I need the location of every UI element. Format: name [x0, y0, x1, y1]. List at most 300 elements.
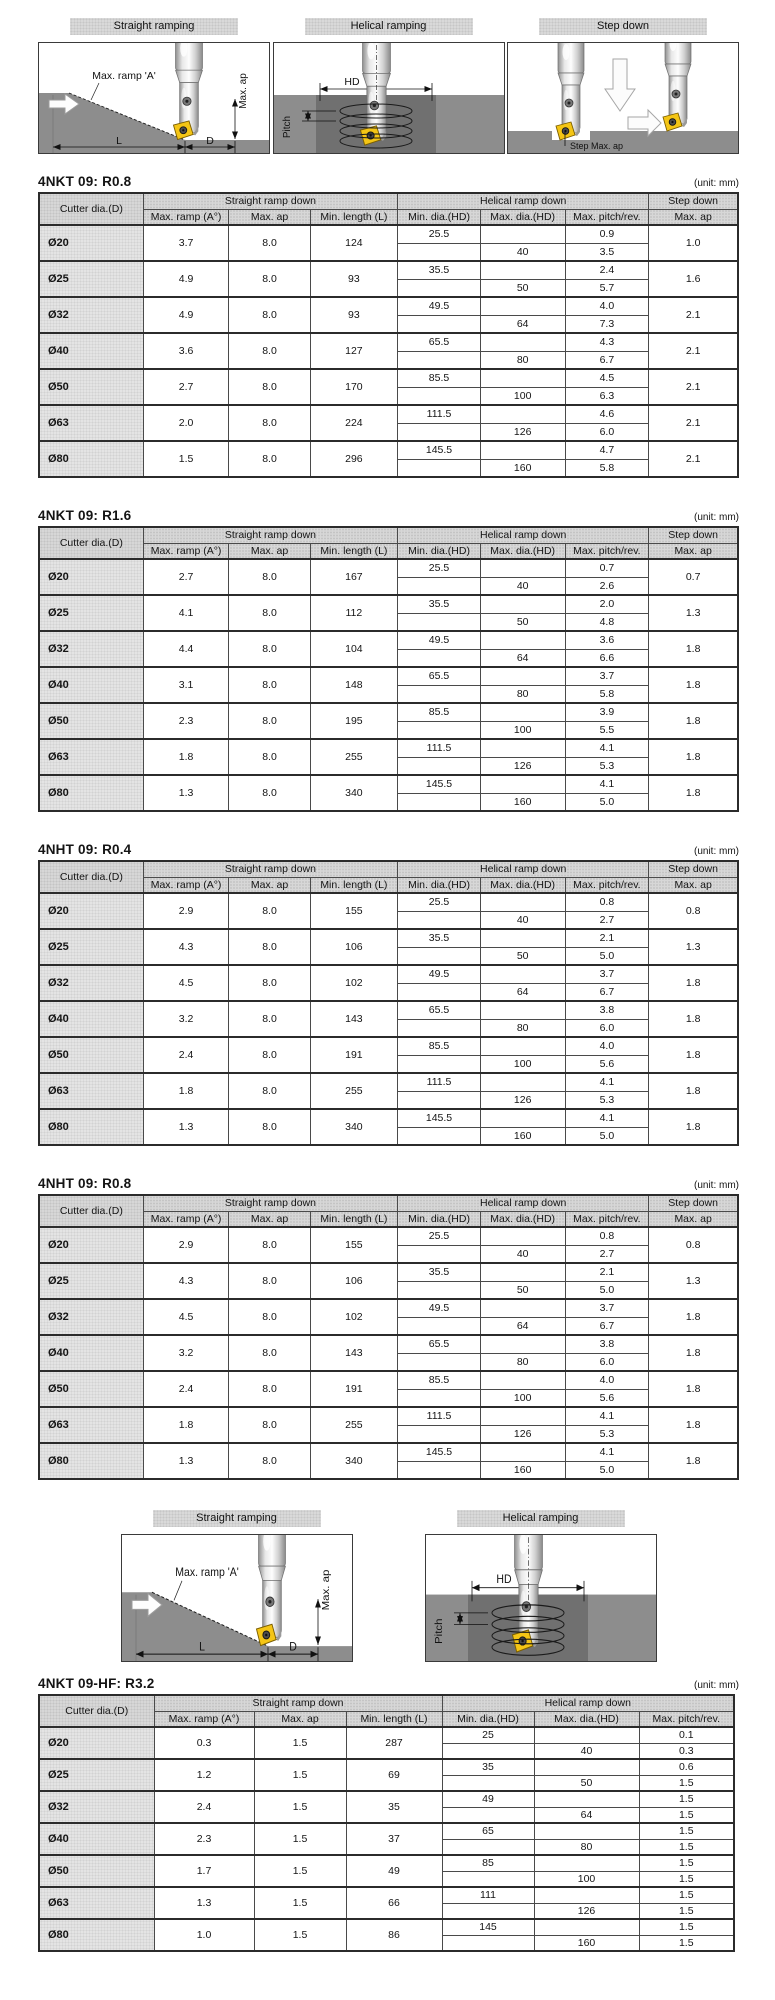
- helical-ramping-diagram: [274, 43, 504, 153]
- col-group-helical-ramp: Helical ramp down: [398, 861, 649, 877]
- cell-max-dia: 80: [480, 685, 565, 703]
- cell-max-ramp: 4.3: [143, 1263, 229, 1299]
- cell-min-length: 35: [346, 1791, 442, 1823]
- hole-diameter-label: HD: [343, 76, 360, 88]
- cell-pitch-at-min: 3.7: [565, 1299, 649, 1317]
- col-group-helical-ramp: Helical ramp down: [398, 193, 649, 209]
- col-group-step-down: Step down: [649, 861, 738, 877]
- cell-pitch-at-max: 5.0: [565, 1281, 649, 1299]
- table-row: [39, 1371, 738, 1389]
- cell-max-ramp: 3.6: [143, 333, 229, 369]
- cell-max-dia-blank: [480, 441, 565, 459]
- cell-pitch-at-min: 1.5: [639, 1791, 734, 1807]
- cell-min-length: 191: [310, 1371, 398, 1407]
- table-row: [39, 1109, 738, 1127]
- cell-min-length: 106: [310, 929, 398, 965]
- col-header-max-ap: Max. ap: [229, 1211, 310, 1227]
- table-row: [39, 369, 738, 387]
- cell-max-dia: 160: [534, 1935, 639, 1951]
- cell-min-dia: 35.5: [398, 595, 481, 613]
- table-title: 4NHT 09: R0.8: [38, 1176, 132, 1191]
- cell-max-ramp: 1.8: [143, 739, 229, 775]
- cell-max-ap: 8.0: [229, 1263, 310, 1299]
- cell-max-dia: 126: [480, 757, 565, 775]
- cell-pitch-at-min: 1.5: [639, 1919, 734, 1935]
- col-group-step-down: Step down: [649, 527, 738, 543]
- cell-cutter-dia: Ø63: [39, 405, 143, 441]
- cell-min-length: 167: [310, 559, 398, 595]
- cell-max-ap: 8.0: [229, 1073, 310, 1109]
- cell-max-dia: 126: [480, 1091, 565, 1109]
- cell-pitch-at-min: 4.3: [565, 333, 649, 351]
- cell-min-length: 224: [310, 405, 398, 441]
- table-row: [39, 1759, 734, 1775]
- cell-min-dia: 85.5: [398, 369, 481, 387]
- unit-label: (unit: mm): [694, 178, 739, 189]
- cell-max-dia: 126: [480, 423, 565, 441]
- cell-max-dia: 40: [480, 577, 565, 595]
- straight-ramping-diagram: [39, 43, 269, 153]
- cell-step-max-ap: 1.8: [649, 965, 738, 1001]
- cell-min-dia-blank: [442, 1743, 534, 1759]
- cell-min-dia: 35.5: [398, 1263, 481, 1281]
- col-header-cutter-dia: Cutter dia.(D): [39, 193, 143, 225]
- cell-min-length: 112: [310, 595, 398, 631]
- cell-cutter-dia: Ø40: [39, 1335, 143, 1371]
- cell-step-max-ap: 1.8: [649, 1001, 738, 1037]
- col-header-step-max-ap: Max. ap: [649, 1211, 738, 1227]
- cell-min-dia: 145.5: [398, 1443, 481, 1461]
- cell-pitch-at-max: 1.5: [639, 1903, 734, 1919]
- cell-pitch-at-max: 6.7: [565, 983, 649, 1001]
- cutter-dia-label: D: [288, 1641, 297, 1654]
- cell-pitch-at-max: 1.5: [639, 1775, 734, 1791]
- cell-cutter-dia: Ø80: [39, 441, 143, 477]
- cell-max-ap: 8.0: [229, 559, 310, 595]
- cell-min-dia: 49.5: [398, 965, 481, 983]
- max-ramp-angle-label: Max. ramp 'A': [174, 1566, 239, 1580]
- cell-min-dia: 25.5: [398, 1227, 481, 1245]
- cell-pitch-at-min: 4.1: [565, 775, 649, 793]
- col-header-max-ramp: Max. ramp (A°): [143, 877, 229, 893]
- cell-min-dia: 85.5: [398, 703, 481, 721]
- cell-min-length: 340: [310, 775, 398, 811]
- table-title: 4NHT 09: R0.4: [38, 842, 132, 857]
- cell-max-dia-blank: [480, 1443, 565, 1461]
- col-header-min-length: Min. length (L): [346, 1711, 442, 1727]
- cell-pitch-at-max: 5.6: [565, 1055, 649, 1073]
- cell-min-dia: 145.5: [398, 1109, 481, 1127]
- cell-cutter-dia: Ø80: [39, 1443, 143, 1479]
- ramp-length-label: L: [116, 135, 122, 147]
- step-down-diagram: [508, 43, 738, 153]
- cell-min-dia-blank: [398, 983, 481, 1001]
- table-caption: [38, 1176, 739, 1191]
- cell-min-dia: 49.5: [398, 297, 481, 315]
- cell-max-dia-blank: [480, 1263, 565, 1281]
- cell-max-ap: 8.0: [229, 1001, 310, 1037]
- cell-max-dia: 100: [534, 1871, 639, 1887]
- cell-max-dia: 100: [480, 1055, 565, 1073]
- table-caption: [38, 174, 739, 189]
- cell-max-ramp: 4.9: [143, 297, 229, 333]
- cell-min-length: 195: [310, 703, 398, 739]
- cell-pitch-at-min: 2.0: [565, 595, 649, 613]
- cell-step-max-ap: 2.1: [649, 297, 738, 333]
- cell-cutter-dia: Ø20: [39, 1727, 154, 1759]
- cell-min-dia: 111: [442, 1887, 534, 1903]
- cell-min-length: 340: [310, 1443, 398, 1479]
- cell-min-dia-blank: [398, 1317, 481, 1335]
- step-down-figure: [507, 18, 739, 154]
- cell-max-ramp: 4.4: [143, 631, 229, 667]
- cell-max-ramp: 2.7: [143, 369, 229, 405]
- cell-max-ap: 8.0: [229, 1299, 310, 1335]
- cell-max-dia: 126: [534, 1903, 639, 1919]
- cell-step-max-ap: 1.8: [649, 1371, 738, 1407]
- cell-max-ramp: 1.8: [143, 1407, 229, 1443]
- cell-max-dia-blank: [480, 739, 565, 757]
- cell-pitch-at-min: 0.1: [639, 1727, 734, 1743]
- col-group-straight-ramp: Straight ramp down: [143, 527, 398, 543]
- cell-max-ap: 8.0: [229, 1227, 310, 1263]
- cell-cutter-dia: Ø20: [39, 1227, 143, 1263]
- cell-min-dia: 65: [442, 1823, 534, 1839]
- cell-min-length: 93: [310, 261, 398, 297]
- col-header-max-pitch: Max. pitch/rev.: [639, 1711, 734, 1727]
- ramping-data-table: [38, 860, 739, 1146]
- cell-cutter-dia: Ø63: [39, 739, 143, 775]
- cell-min-length: 340: [310, 1109, 398, 1145]
- table-row: [39, 1299, 738, 1317]
- cell-step-max-ap: 2.1: [649, 441, 738, 477]
- cell-min-dia-blank: [398, 1353, 481, 1371]
- cell-pitch-at-min: 4.1: [565, 1109, 649, 1127]
- cell-cutter-dia: Ø63: [39, 1407, 143, 1443]
- cell-cutter-dia: Ø80: [39, 1919, 154, 1951]
- cell-cutter-dia: Ø25: [39, 595, 143, 631]
- ramping-data-table: [38, 192, 739, 478]
- cell-min-dia-blank: [442, 1775, 534, 1791]
- col-header-max-ramp: Max. ramp (A°): [154, 1711, 254, 1727]
- cell-min-dia: 85.5: [398, 1371, 481, 1389]
- cell-min-dia-blank: [398, 459, 481, 477]
- cell-min-dia-blank: [398, 1425, 481, 1443]
- cell-max-dia: 40: [480, 1245, 565, 1263]
- top-diagram-row: [38, 18, 739, 154]
- diagram-label-straight-ramping: Straight ramping: [70, 18, 238, 35]
- cell-max-dia-blank: [480, 595, 565, 613]
- cell-pitch-at-min: 3.9: [565, 703, 649, 721]
- cell-max-dia-blank: [480, 893, 565, 911]
- cell-max-dia-blank: [480, 965, 565, 983]
- cell-max-ap: 1.5: [254, 1855, 346, 1887]
- helical-ramping-diagram: [426, 1535, 656, 1661]
- cell-min-length: 287: [346, 1727, 442, 1759]
- cell-max-ramp: 4.9: [143, 261, 229, 297]
- cell-max-dia: 100: [480, 1389, 565, 1407]
- table-row: [39, 1001, 738, 1019]
- cell-pitch-at-max: 5.6: [565, 1389, 649, 1407]
- cell-max-dia-blank: [480, 1227, 565, 1245]
- table-caption: [38, 1676, 739, 1691]
- col-header-max-pitch: Max. pitch/rev.: [565, 877, 649, 893]
- cell-cutter-dia: Ø25: [39, 929, 143, 965]
- cell-min-length: 93: [310, 297, 398, 333]
- cell-cutter-dia: Ø50: [39, 369, 143, 405]
- cell-step-max-ap: 0.8: [649, 1227, 738, 1263]
- cell-max-dia: 50: [534, 1775, 639, 1791]
- cell-min-dia-blank: [442, 1839, 534, 1855]
- cell-max-dia-blank: [480, 261, 565, 279]
- cell-max-ramp: 1.3: [143, 775, 229, 811]
- table-section-4nht09-r08: [38, 1176, 739, 1480]
- cell-max-dia-blank: [534, 1887, 639, 1903]
- col-header-max-ramp: Max. ramp (A°): [143, 543, 229, 559]
- cell-max-ramp: 1.5: [143, 441, 229, 477]
- cell-min-length: 124: [310, 225, 398, 261]
- col-header-min-dia: Min. dia.(HD): [442, 1711, 534, 1727]
- cell-min-length: 296: [310, 441, 398, 477]
- cell-max-ramp: 4.5: [143, 1299, 229, 1335]
- cell-min-dia-blank: [398, 649, 481, 667]
- table-section-4nht09-r04: [38, 842, 739, 1146]
- cell-max-dia-blank: [480, 1371, 565, 1389]
- pitch-label: Pitch: [433, 1618, 445, 1644]
- col-header-min-dia: Min. dia.(HD): [398, 1211, 481, 1227]
- cell-step-max-ap: 1.8: [649, 1335, 738, 1371]
- cell-max-ramp: 2.4: [143, 1037, 229, 1073]
- helical-ramping-figure-hf: [425, 1510, 657, 1662]
- cell-max-dia: 40: [480, 911, 565, 929]
- straight-ramping-diagram: [122, 1535, 352, 1661]
- cell-min-dia: 25.5: [398, 559, 481, 577]
- cell-min-dia-blank: [398, 1461, 481, 1479]
- cell-max-ap: 8.0: [229, 1037, 310, 1073]
- cell-cutter-dia: Ø40: [39, 1823, 154, 1855]
- cell-max-dia: 80: [480, 351, 565, 369]
- cell-pitch-at-min: 3.8: [565, 1001, 649, 1019]
- cell-min-length: 255: [310, 1407, 398, 1443]
- cell-min-dia-blank: [442, 1871, 534, 1887]
- diagram-label-straight-ramping: Straight ramping: [153, 1510, 321, 1527]
- col-header-max-dia: Max. dia.(HD): [534, 1711, 639, 1727]
- col-header-cutter-dia: Cutter dia.(D): [39, 527, 143, 559]
- cell-max-ap: 8.0: [229, 297, 310, 333]
- cell-max-ramp: 3.2: [143, 1001, 229, 1037]
- cell-pitch-at-min: 2.4: [565, 261, 649, 279]
- max-ap-label: Max. ap: [320, 1569, 332, 1611]
- cell-min-dia: 49.5: [398, 631, 481, 649]
- cell-min-length: 37: [346, 1823, 442, 1855]
- table-row: [39, 333, 738, 351]
- cell-pitch-at-min: 0.7: [565, 559, 649, 577]
- cell-min-dia: 145.5: [398, 441, 481, 459]
- cell-pitch-at-max: 5.3: [565, 1425, 649, 1443]
- cell-max-ap: 1.5: [254, 1823, 346, 1855]
- col-header-cutter-dia: Cutter dia.(D): [39, 1695, 154, 1727]
- cell-max-ap: 8.0: [229, 775, 310, 811]
- cell-min-dia-blank: [398, 315, 481, 333]
- cell-max-dia: 50: [480, 613, 565, 631]
- table-row: [39, 441, 738, 459]
- cell-min-dia-blank: [398, 279, 481, 297]
- col-header-max-pitch: Max. pitch/rev.: [565, 1211, 649, 1227]
- cell-max-ramp: 0.3: [154, 1727, 254, 1759]
- cell-max-dia: 126: [480, 1425, 565, 1443]
- cell-pitch-at-max: 3.5: [565, 243, 649, 261]
- col-group-helical-ramp: Helical ramp down: [442, 1695, 734, 1711]
- cell-min-length: 170: [310, 369, 398, 405]
- cell-max-ap: 8.0: [229, 893, 310, 929]
- table-caption: [38, 508, 739, 523]
- cell-min-dia: 25.5: [398, 225, 481, 243]
- cell-max-ap: 8.0: [229, 929, 310, 965]
- cell-pitch-at-min: 0.8: [565, 1227, 649, 1245]
- cell-max-dia-blank: [480, 559, 565, 577]
- cell-max-ramp: 4.1: [143, 595, 229, 631]
- cell-min-dia: 25.5: [398, 893, 481, 911]
- cell-max-ap: 8.0: [229, 405, 310, 441]
- col-header-max-ramp: Max. ramp (A°): [143, 209, 229, 225]
- ramping-data-table: [38, 1194, 739, 1480]
- cell-cutter-dia: Ø50: [39, 703, 143, 739]
- col-header-max-dia: Max. dia.(HD): [480, 877, 565, 893]
- cell-min-length: 191: [310, 1037, 398, 1073]
- cell-min-length: 106: [310, 1263, 398, 1299]
- cell-pitch-at-min: 0.8: [565, 893, 649, 911]
- cell-min-length: 102: [310, 965, 398, 1001]
- cell-min-dia: 145.5: [398, 775, 481, 793]
- cell-cutter-dia: Ø20: [39, 893, 143, 929]
- cell-step-max-ap: 1.8: [649, 1109, 738, 1145]
- table-row: [39, 595, 738, 613]
- cell-max-dia: 40: [534, 1743, 639, 1759]
- cell-pitch-at-min: 4.5: [565, 369, 649, 387]
- cell-max-dia: 160: [480, 1127, 565, 1145]
- cell-min-dia: 35.5: [398, 261, 481, 279]
- cell-step-max-ap: 1.8: [649, 1037, 738, 1073]
- cell-pitch-at-max: 2.7: [565, 911, 649, 929]
- cell-max-dia: 100: [480, 387, 565, 405]
- cell-max-dia-blank: [534, 1823, 639, 1839]
- cell-min-dia-blank: [398, 947, 481, 965]
- cell-cutter-dia: Ø20: [39, 559, 143, 595]
- unit-label: (unit: mm): [694, 846, 739, 857]
- cell-cutter-dia: Ø32: [39, 631, 143, 667]
- cell-max-ramp: 2.4: [143, 1371, 229, 1407]
- cell-max-dia: 160: [480, 793, 565, 811]
- cell-pitch-at-max: 5.5: [565, 721, 649, 739]
- cell-min-length: 143: [310, 1335, 398, 1371]
- table-row: [39, 261, 738, 279]
- cell-cutter-dia: Ø32: [39, 297, 143, 333]
- cell-pitch-at-min: 4.0: [565, 1037, 649, 1055]
- cell-min-dia-blank: [398, 243, 481, 261]
- cell-max-ramp: 1.8: [143, 1073, 229, 1109]
- table-row: [39, 559, 738, 577]
- cell-min-dia: 35: [442, 1759, 534, 1775]
- col-group-step-down: Step down: [649, 193, 738, 209]
- cell-pitch-at-max: 2.6: [565, 577, 649, 595]
- cell-max-dia: 40: [480, 243, 565, 261]
- cell-min-length: 127: [310, 333, 398, 369]
- cell-min-dia-blank: [398, 1019, 481, 1037]
- cell-max-ramp: 3.1: [143, 667, 229, 703]
- step-down-panel: [507, 42, 739, 154]
- hole-diameter-label: HD: [495, 1573, 512, 1587]
- cell-step-max-ap: 1.3: [649, 929, 738, 965]
- cell-max-ap: 1.5: [254, 1791, 346, 1823]
- cell-max-ramp: 1.3: [143, 1109, 229, 1145]
- table-row: [39, 1037, 738, 1055]
- cell-min-length: 86: [346, 1919, 442, 1951]
- cell-max-dia: 64: [480, 649, 565, 667]
- cell-step-max-ap: 1.8: [649, 703, 738, 739]
- cell-cutter-dia: Ø63: [39, 1073, 143, 1109]
- cell-pitch-at-min: 4.1: [565, 1443, 649, 1461]
- cell-max-dia-blank: [480, 1109, 565, 1127]
- straight-ramping-figure: [38, 18, 270, 154]
- cell-max-ap: 8.0: [229, 333, 310, 369]
- cell-min-dia-blank: [398, 1389, 481, 1407]
- cell-max-dia: 64: [480, 983, 565, 1001]
- cell-pitch-at-min: 3.7: [565, 965, 649, 983]
- cell-max-dia-blank: [480, 1001, 565, 1019]
- col-header-step-max-ap: Max. ap: [649, 877, 738, 893]
- cell-min-dia-blank: [398, 613, 481, 631]
- cell-max-dia-blank: [480, 1299, 565, 1317]
- cell-min-dia-blank: [398, 1281, 481, 1299]
- cell-cutter-dia: Ø40: [39, 667, 143, 703]
- cell-step-max-ap: 1.8: [649, 1073, 738, 1109]
- col-header-min-dia: Min. dia.(HD): [398, 543, 481, 559]
- cell-min-dia-blank: [398, 793, 481, 811]
- cell-max-dia-blank: [480, 1073, 565, 1091]
- cell-min-dia: 111.5: [398, 405, 481, 423]
- cell-max-dia: 50: [480, 1281, 565, 1299]
- cell-pitch-at-min: 0.6: [639, 1759, 734, 1775]
- col-group-straight-ramp: Straight ramp down: [143, 193, 398, 209]
- cell-pitch-at-min: 3.8: [565, 1335, 649, 1353]
- cell-min-dia: 49: [442, 1791, 534, 1807]
- cell-pitch-at-max: 5.3: [565, 1091, 649, 1109]
- cell-max-ramp: 2.3: [154, 1823, 254, 1855]
- cell-min-length: 143: [310, 1001, 398, 1037]
- cell-max-dia-blank: [480, 297, 565, 315]
- cell-pitch-at-min: 1.5: [639, 1823, 734, 1839]
- cell-min-dia: 65.5: [398, 1335, 481, 1353]
- cell-min-dia-blank: [398, 1091, 481, 1109]
- col-header-max-ap: Max. ap: [229, 209, 310, 225]
- cell-pitch-at-max: 4.8: [565, 613, 649, 631]
- col-header-max-dia: Max. dia.(HD): [480, 1211, 565, 1227]
- cell-pitch-at-max: 5.0: [565, 1461, 649, 1479]
- table-row: [39, 631, 738, 649]
- cell-pitch-at-max: 1.5: [639, 1839, 734, 1855]
- cell-max-ap: 8.0: [229, 1335, 310, 1371]
- pitch-label: Pitch: [281, 115, 293, 139]
- cell-max-ramp: 3.2: [143, 1335, 229, 1371]
- cell-pitch-at-min: 0.9: [565, 225, 649, 243]
- cell-max-ap: 8.0: [229, 739, 310, 775]
- cell-max-dia-blank: [480, 333, 565, 351]
- table-row: [39, 1791, 734, 1807]
- table-section-4nkt09hf-r32: [38, 1676, 739, 1952]
- unit-label: (unit: mm): [694, 1680, 739, 1691]
- cell-cutter-dia: Ø25: [39, 261, 143, 297]
- cell-max-ramp: 1.0: [154, 1919, 254, 1951]
